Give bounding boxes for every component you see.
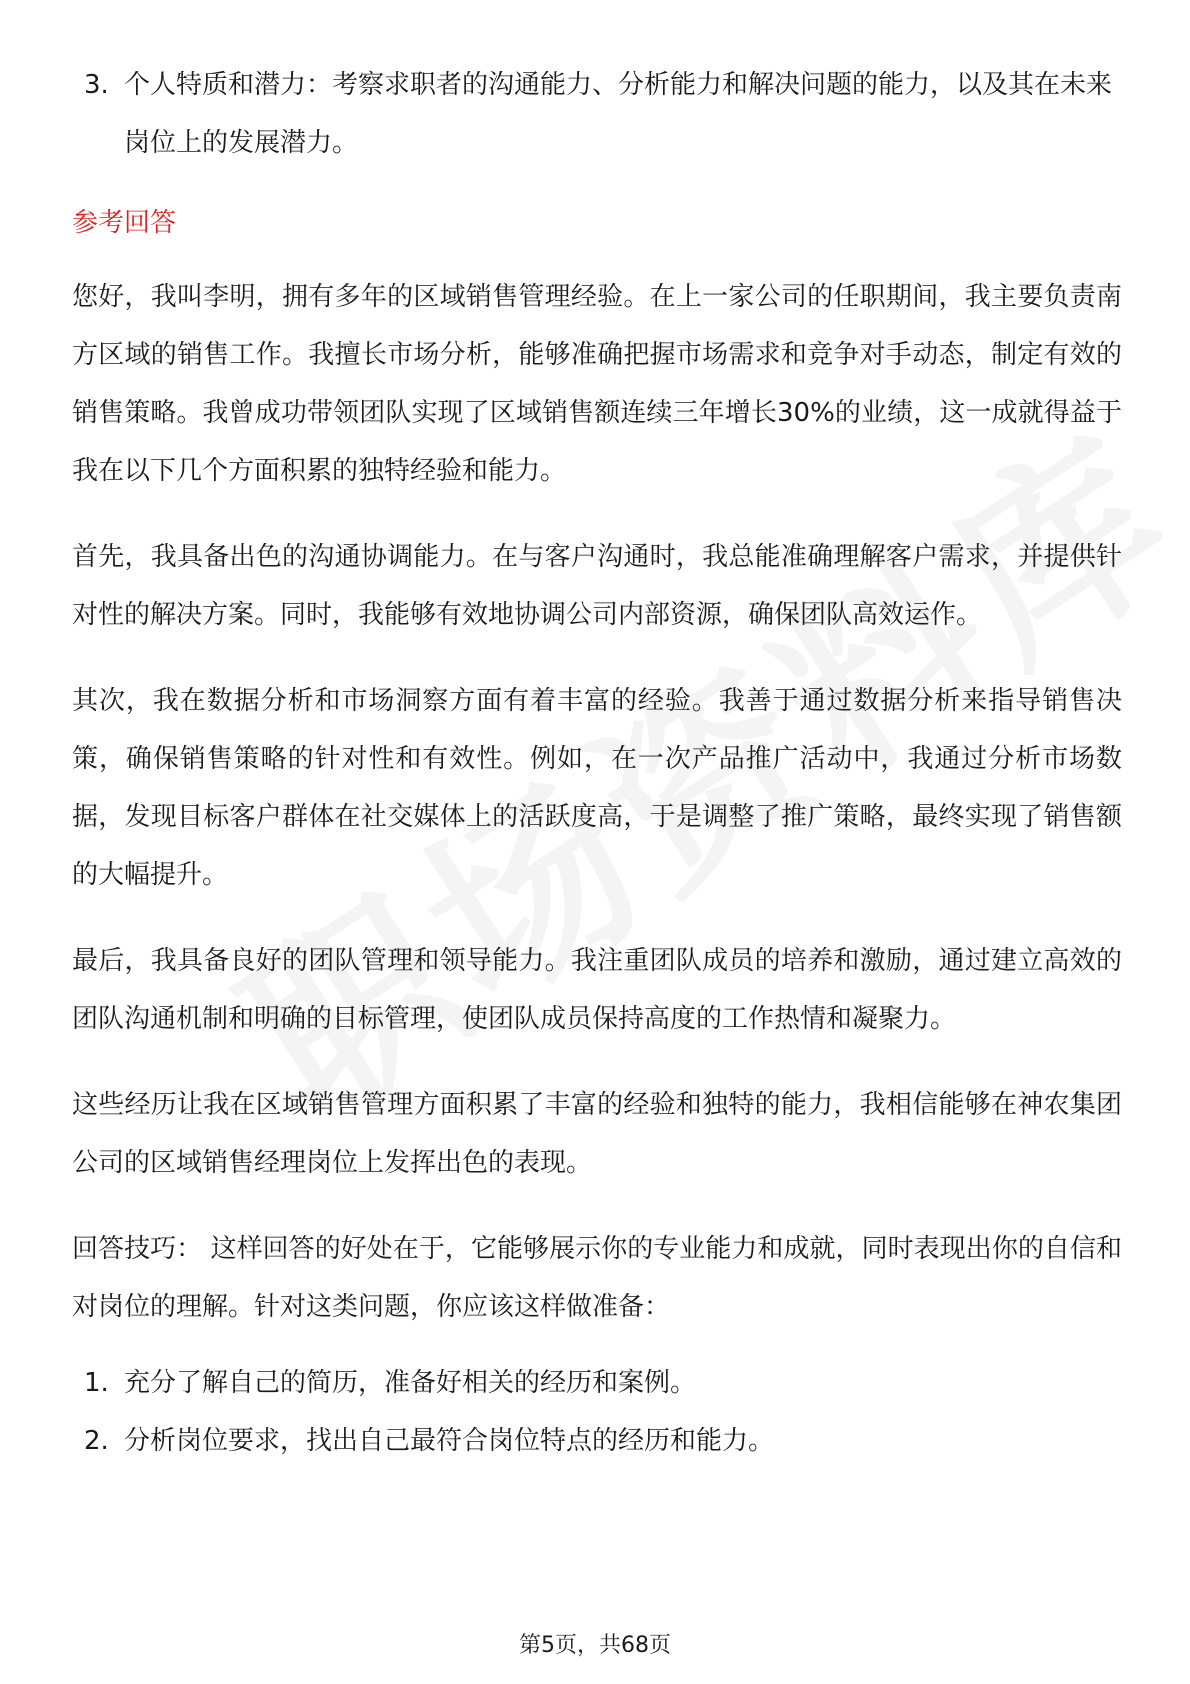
list-item-text: 个人特质和潜力：考察求职者的沟通能力、分析能力和解决问题的能力，以及其在未来岗位上的发展潜力。 <box>124 70 1113 158</box>
list-item <box>72 1412 1122 1470</box>
page-content <box>72 56 1122 1470</box>
paragraph: 最后，我具备良好的团队管理和领导能力。我注重团队成员的培养和激励，通过建立高效的团队沟通机制和明确的目标管理，使团队成员保持高度的工作热情和凝聚力。 <box>72 946 1122 1034</box>
paragraph: 这些经历让我在区域销售管理方面积累了丰富的经验和独特的能力，我相信能够在神农集团公司的区域销售经理岗位上发挥出色的表现。 <box>72 1090 1122 1178</box>
list-item-text: 充分了解自己的简历，准备好相关的经历和案例。 <box>124 1368 697 1398</box>
answer-tips-paragraph: 回答技巧： 这样回答的好处在于，它能够展示你的专业能力和成就，同时表现出你的自信和对岗位的理解。针对这类问题，你应该这样做准备： <box>72 1234 1122 1322</box>
section-heading: 参考回答 <box>72 208 177 238</box>
list-item-text: 分析岗位要求，找出自己最符合岗位特点的经历和能力。 <box>124 1426 775 1456</box>
list-item <box>72 1354 1122 1412</box>
paragraph: 您好，我叫李明，拥有多年的区域销售管理经验。在上一家公司的任职期间，我主要负责南方区域的销售工作。我擅长市场分析，能够准确把握市场需求和竞争对手动态，制定有效的销售策略。我曾成功带领团队实现了区域销售额连续三年增长30%的业绩，这一成就得益于我在以下几个方面积累的独特经验和能力。 <box>72 282 1122 486</box>
list-item <box>72 56 1122 172</box>
paragraph: 首先，我具备出色的沟通协调能力。在与客户沟通时，我总能准确理解客户需求，并提供针对性的解决方案。同时，我能够有效地协调公司内部资源，确保团队高效运作。 <box>72 542 1122 630</box>
list-item-number: 2. <box>84 1426 109 1456</box>
list-item-number: 3. <box>84 70 109 100</box>
paragraph: 其次，我在数据分析和市场洞察方面有着丰富的经验。我善于通过数据分析来指导销售决策，确保销售策略的针对性和有效性。例如，在一次产品推广活动中，我通过分析市场数据，发现目标客户群体在社交媒体上的活跃度高，于是调整了推广策略，最终实现了销售额的大幅提升。 <box>72 686 1122 890</box>
list-item-number: 1. <box>84 1368 109 1398</box>
page-number-footer: 第5页，共68页 <box>519 1633 671 1658</box>
